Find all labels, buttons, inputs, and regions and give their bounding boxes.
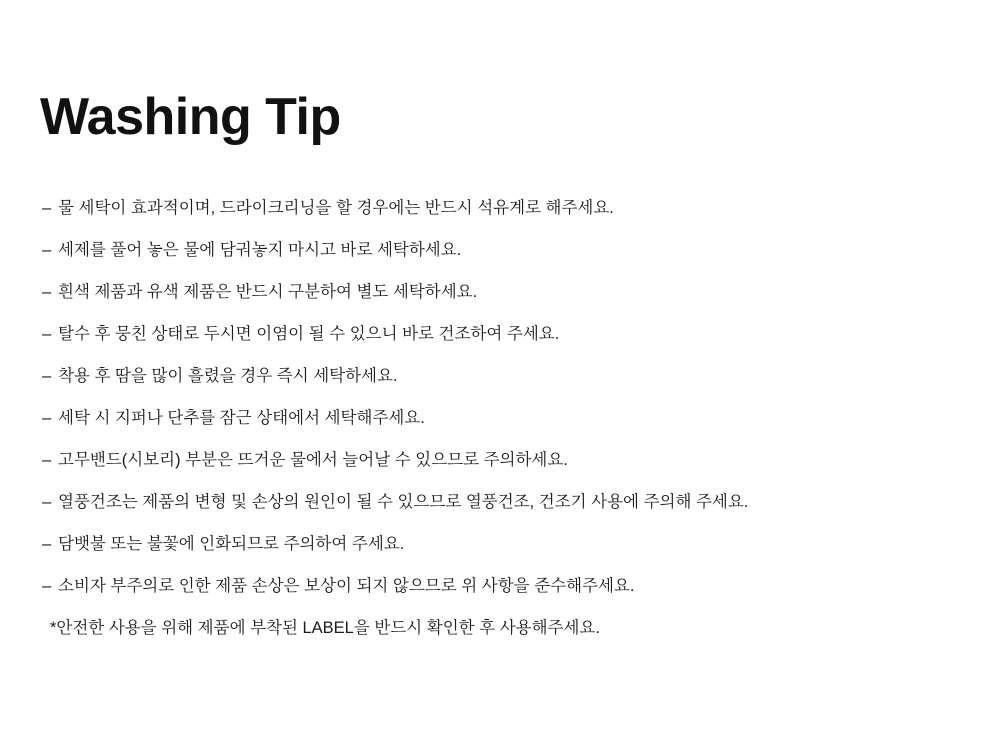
list-item-text: 착용 후 땀을 많이 흘렸을 경우 즉시 세탁하세요.: [58, 367, 398, 385]
list-item-text: 고무밴드(시보리) 부분은 뜨거운 물에서 늘어날 수 있으므로 주의하세요.: [58, 451, 568, 469]
list-item-text: 세탁 시 지퍼나 단추를 잠근 상태에서 세탁해주세요.: [58, 409, 425, 427]
list-item: [42, 494, 962, 536]
list-item-text: 담뱃불 또는 불꽃에 인화되므로 주의하여 주세요.: [58, 535, 405, 553]
list-item: [42, 578, 962, 620]
list-item: [42, 284, 962, 326]
list-item: [42, 452, 962, 494]
list-item-text: 열풍건조는 제품의 변형 및 손상의 원인이 될 수 있으므로 열풍건조, 건조기 사용에 주의해 주세요.: [58, 493, 749, 511]
list-item: [42, 242, 962, 284]
bullet-marker: –: [42, 199, 52, 217]
safety-note: *안전한 사용을 위해 제품에 부착된 LABEL을 반드시 확인한 후 사용해주세요.: [50, 619, 600, 637]
list-item-text: 세제를 풀어 놓은 물에 담궈놓지 마시고 바로 세탁하세요.: [58, 241, 462, 259]
bullet-marker: –: [42, 367, 52, 385]
list-item-text: 흰색 제품과 유색 제품은 반드시 구분하여 별도 세탁하세요.: [58, 283, 478, 301]
list-item-text: 소비자 부주의로 인한 제품 손상은 보상이 되지 않으므로 위 사항을 준수해주세요.: [58, 577, 635, 595]
list-item-text: 탈수 후 뭉친 상태로 두시면 이염이 될 수 있으니 바로 건조하여 주세요.: [58, 325, 560, 343]
washing-tip-list: [42, 200, 962, 650]
bullet-marker: –: [42, 493, 52, 511]
bullet-marker: –: [42, 325, 52, 343]
list-item-text: 물 세탁이 효과적이며, 드라이크리닝을 할 경우에는 반드시 석유계로 해주세요.: [58, 199, 614, 217]
bullet-marker: –: [42, 241, 52, 259]
list-item: [42, 536, 962, 578]
list-item: [42, 326, 962, 368]
bullet-marker: –: [42, 451, 52, 469]
bullet-marker: –: [42, 577, 52, 595]
bullet-marker: –: [42, 535, 52, 553]
bullet-marker: –: [42, 409, 52, 427]
bullet-marker: –: [42, 283, 52, 301]
list-item: [42, 410, 962, 452]
list-item: [42, 200, 962, 242]
page-title: Washing Tip: [40, 87, 341, 146]
list-item: [42, 368, 962, 410]
